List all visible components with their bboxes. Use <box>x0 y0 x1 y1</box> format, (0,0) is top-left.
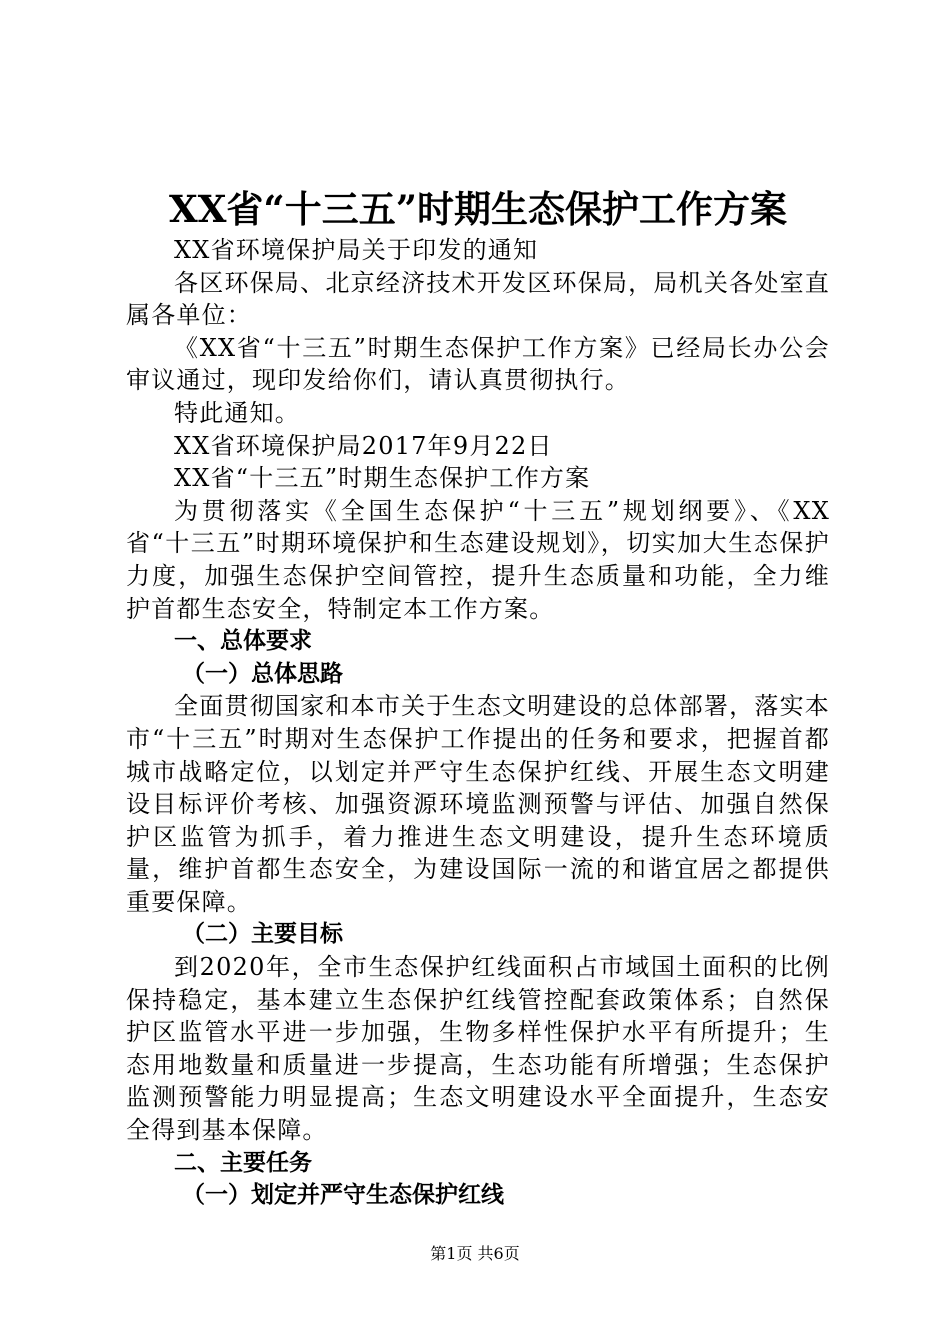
overall-approach-text: 全面贯彻国家和本市关于生态文明建设的总体部署，落实本市“十三五”时期对生态保护工作提出的任务和要求，把握首都城市战略定位，以划定并严守生态保护红线、开展生态文明建设目标评价考核、加强资源环境监测预警与评估、加强自然保护区监管为抓手，着力推进生态文明建设，提升生态环境质量，维护首都生态安全，为建设国际一流的和谐宜居之都提供重要保障。 <box>126 692 830 916</box>
notice-body: 《XX省“十三五”时期生态保护工作方案》已经局长办公会审议通过，现印发给你们，请认真贯彻执行。 <box>126 333 830 395</box>
subsection-heading-overall-approach: （一）总体思路 <box>182 660 343 687</box>
page-footer: 第1页 共6页 <box>430 1244 520 1263</box>
plan-intro: 为贯彻落实《全国生态保护“十三五”规划纲要》、《XX省“十三五”时期环境保护和生态建设规划》，切实加大生态保护力度，加强生态保护空间管控，提升生态质量和功能，全力维护首都生态安全，特制定本工作方案。 <box>126 496 830 623</box>
subsection-heading-main-goals: （二）主要目标 <box>182 921 343 948</box>
document-title: XX省“十三五”时期生态保护工作方案 <box>169 187 787 231</box>
subsection-heading-red-line: （一）划定并严守生态保护红线 <box>182 1182 504 1209</box>
document-page <box>126 178 830 1212</box>
section-heading-overall-requirements: 一、总体要求 <box>174 628 312 655</box>
recipients: 各区环保局、北京经济技术开发区环保局，局机关各处室直属各单位： <box>126 268 830 330</box>
notice-closing: 特此通知。 <box>174 398 300 427</box>
notice-heading: XX省环境保护局关于印发的通知 <box>174 236 539 264</box>
plan-title-line: XX省“十三五”时期生态保护工作方案 <box>174 464 591 493</box>
main-goals-text: 到2020年，全市生态保护红线面积占市域国土面积的比例保持稳定，基本建立生态保护红线管控配套政策体系；自然保护区监管水平进一步加强，生物多样性保护水平有所提升；生态用地数量和质量进一步提高，生态功能有所增强；生态保护监测预警能力明显提高；生态文明建设水平全面提升，生态安全得到基本保障。 <box>126 953 830 1145</box>
issuer-date: XX省环境保护局2017年9月22日 <box>174 431 553 460</box>
section-heading-main-tasks: 二、主要任务 <box>174 1149 312 1176</box>
